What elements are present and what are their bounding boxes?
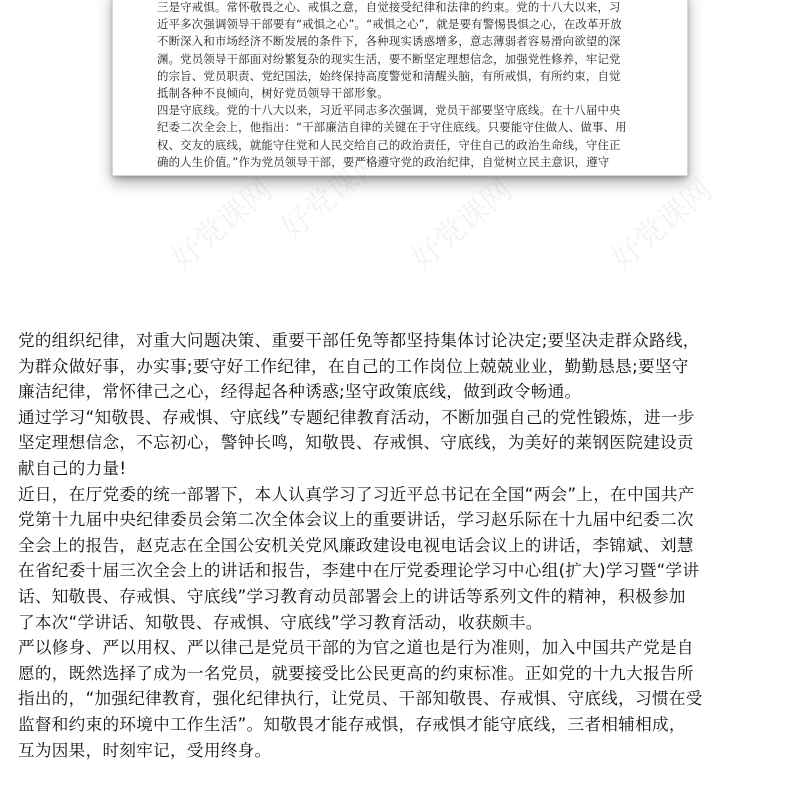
body-line: 指出的，“加强纪律教育，强化纪律执行，让党员、干部知敬畏、存戒惧、守底线，习惯在受 (18, 689, 703, 709)
body-line: 坚定理想信念，不忘初心，警钟长鸣，知敬畏、存戒惧、守底线，为美好的莱钢医院建设贡 (18, 433, 694, 453)
body-line: 在省纪委十届三次全会上的讲话和报告，李建中在厅党委理论学习中心组(扩大)学习暨“学讲 (18, 561, 700, 581)
card-line: 四是守底线。党的十八大以来，习近平同志多次强调，党员干部要坚守底线。在十八届中央 (157, 103, 621, 118)
watermark: 好党课网 (165, 172, 280, 277)
body-line: 愿的，既然选择了成为一名党员，就要接受比公民更高的约束标准。正如党的十九大报告所 (18, 663, 694, 683)
body-line: 了本次“学讲话、知敬畏、存戒惧、守底线”学习教育活动，收获颇丰。 (18, 612, 543, 632)
body-line: 党的组织纪律，对重大问题决策、重要干部任免等都坚持集体讨论决定;要坚决走群众路线， (18, 331, 700, 350)
card-line: 的宗旨、党员职责、党纪国法，始终保持高度警觉和清醒头脑，有所戒惧，有所约束，自觉 (157, 68, 621, 83)
card-line: 抵制各种不良倾向，树好党员领导干部形象。 (157, 85, 389, 100)
card-line: 确的人生价值。”作为党员领导干部，要严格遵守党的政治纪律，自觉树立民主意识，遵守 (157, 154, 610, 169)
body-line: 话、知敬畏、存戒惧、守底线”学习教育动员部署会上的讲话等系列文件的精神，积极参加 (18, 586, 686, 606)
top-preview-area (0, 0, 800, 300)
card-line: 不断深入和市场经济不断发展的条件下，各种现实诱惑增多，意志薄弱者容易滑向欲望的深 (157, 34, 621, 49)
body-line: 为群众做好事，办实事;要守好工作纪律，在自己的工作岗位上兢兢业业，勤勤恳恳;要坚守 (18, 356, 689, 376)
body-line: 互为因果，时刻牢记，受用终身。 (18, 740, 272, 760)
card-line: 权、交友的底线，就能守住党和人民交给自己的政治责任，守住自己的政治生命线，守住正 (157, 137, 621, 152)
watermark: 好党课网 (405, 172, 520, 277)
watermark: 好党课网 (605, 172, 720, 277)
body-line: 全会上的报告，赵克志在全国公安机关党风廉政建设电视电话会议上的讲话，李锦斌、刘慧 (18, 535, 694, 555)
body-line: 严以修身、严以用权、严以律己是党员干部的为官之道也是行为准则，加入中国共产党是自 (18, 638, 694, 658)
card-line: 近平多次强调领导干部要有“戒惧之心”。“戒惧之心”，就是要有警惕畏惧之心，在改革开放 (157, 17, 622, 32)
body-line: 党第十九届中央纪律委员会第二次全体会议上的重要讲话，学习赵乐际在十九届中纪委二次 (18, 510, 694, 530)
card-line: 纪委二次全会上，他指出：“干部廉洁自律的关键在于守住底线。只要能守住做人、做事、用 (157, 120, 627, 135)
card-line: 渊。党员领导干部面对纷繁复杂的现实生活，要不断坚定理想信念，加强党性修养，牢记党 (157, 51, 621, 66)
body-line: 监督和约束的环境中工作生活”。知敬畏才能存戒惧，存戒惧才能守底线，三者相辅相成， (18, 714, 686, 734)
document-preview-card (112, 0, 688, 176)
watermark: 好党课网 (275, 142, 390, 247)
body-line: 廉洁纪律，常怀律己之心，经得起各种诱惑;坚守政策底线，做到政令畅通。 (18, 382, 582, 402)
card-line: 三是守戒惧。常怀敬畏之心、戒惧之意，自觉接受纪律和法律的约束。党的十八大以来，习 (157, 0, 621, 14)
body-line: 近日，在厅党委的统一部署下，本人认真学习了习近平总书记在全国“两会”上，在中国共产 (18, 484, 695, 504)
body-line: 通过学习“知敬畏、存戒惧、守底线”专题纪律教育活动，不断加强自己的党性锻炼，进一步 (18, 407, 695, 427)
body-line: 献自己的力量! (18, 458, 127, 478)
document-body (18, 328, 788, 763)
